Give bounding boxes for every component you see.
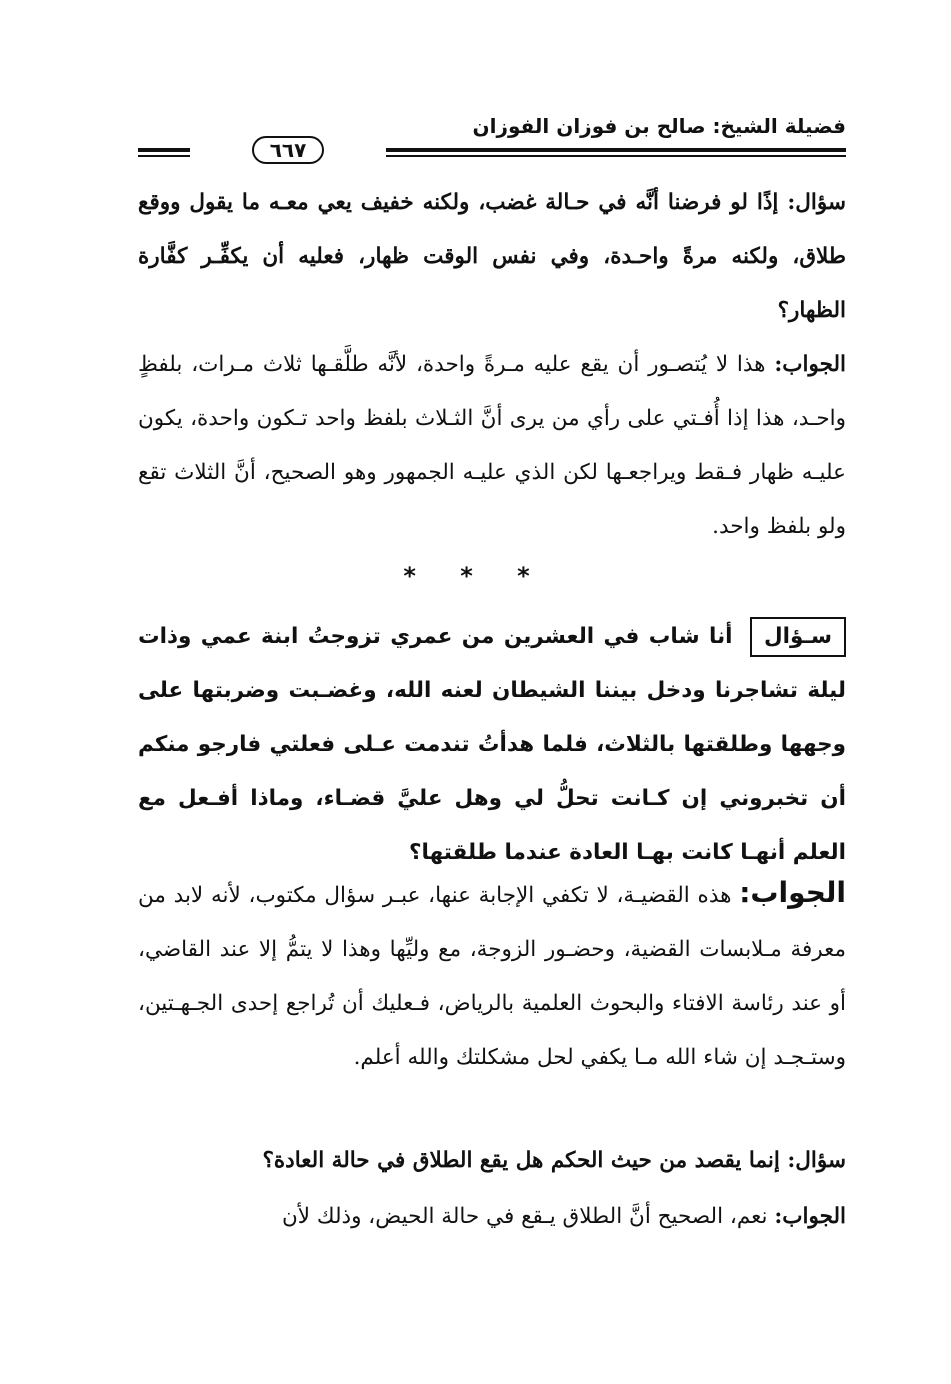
answer-text: نعم، الصحيح أنَّ الطلاق يـقع في حالة الحيض، وذلك لأن (281, 1204, 768, 1229)
rule-line (138, 155, 190, 157)
question-label: سؤال: (787, 1148, 846, 1173)
answer-label: الجواب: (774, 352, 846, 377)
answer-1 (138, 338, 846, 554)
answer-2 (138, 866, 846, 1085)
question-label: سؤال: (787, 190, 846, 215)
rule-line (138, 148, 190, 152)
question-1 (138, 176, 846, 338)
answer-text: هذه القضيـة، لا تكفي الإجابة عنها، عبـر سؤال مكتوب، لأنه لابد من معرفة مـلابسات القضية، وحضـور الزوجة، مع وليِّها وهذا لا يتمُّ إلا عند القاضي، أو عند رئاسة الافتاء والبحوث العلمية بالرياض، فـعليك أن تُراجع إحدى الجـهـتين، وستـجـد إن شاء الله مـا يكفي لحل مشكلتك والله أعلم. (138, 883, 846, 1070)
answer-label: الجواب: (739, 876, 846, 909)
page-number: ٦٦٧ (252, 136, 325, 164)
boxed-question-label: سـؤال (750, 617, 846, 657)
section-separator: * * * (403, 562, 548, 590)
page-number-badge (196, 136, 380, 164)
answer-label: الجواب: (774, 1204, 846, 1229)
answer-3 (138, 1190, 846, 1244)
header-rule (138, 138, 846, 164)
running-title: فضيلة الشيخ: صالح بن فوزان الفوزان (472, 114, 846, 138)
question-text: أنا شاب في العشرين من عمري تزوجتُ ابنة عمي وذات ليلة تشاجرنا ودخل بيننا الشيطان لعنه الله، وغضـبت وضربتها على وجهها وطلقتها بالثلاث، فلما هدأتُ تندمت عـلى فعلتي فارجو منكم أن تخبروني إن كـانت تحلُّ لي وهل عليَّ قضـاء، وماذا أفـعل مع العلم أنهـا كانت بهـا العادة عندما طلقتها؟ (138, 624, 846, 865)
page-header (138, 108, 846, 163)
question-3 (138, 1134, 846, 1188)
rule-line (386, 155, 846, 157)
rule-line (386, 148, 846, 152)
question-text: إذًا لو فرضنا أنَّه في حـالة غضب، ولكنه خفيف يعي معـه ما يقول ووقع طلاق، ولكنه مرةً واحـدة، وفي نفس الوقت ظهار، فعليه أن يكفِّـر كفَّارة الظهار؟ (138, 190, 846, 323)
answer-text: هذا لا يُتصـور أن يقع عليه مـرةً واحدة، لأنَّه طلَّقـها ثلاث مـرات، بلفظٍ واحـد، هذا إذا أُفـتي على رأي من يرى أنَّ الثـلاث بلفظ واحد تـكون واحدة، يكون عليـه ظهار فـقط ويراجعـها لكن الذي عليـه الجمهور وهو الصحيح، أنَّ الثلاث تقع ولو بلفظ واحد. (138, 352, 846, 539)
question-2 (138, 610, 846, 880)
question-text: إنما يقصد من حيث الحكم هل يقع الطلاق في حالة العادة؟ (262, 1148, 780, 1173)
